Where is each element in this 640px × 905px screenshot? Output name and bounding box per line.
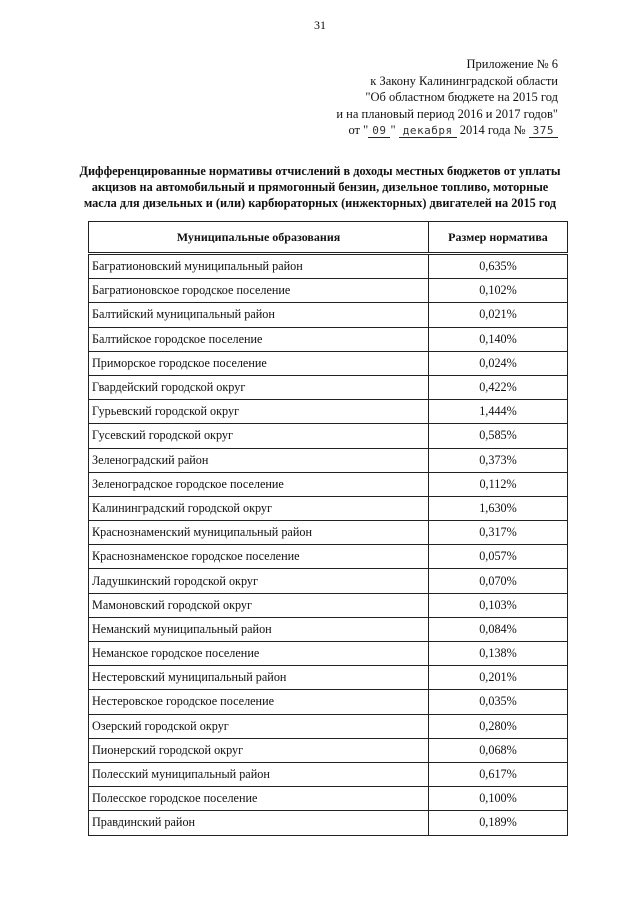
norm-value: 0,021% xyxy=(429,303,568,327)
norms-table xyxy=(88,221,568,836)
law-number: 375 xyxy=(529,125,558,138)
date-month: декабря xyxy=(399,125,457,138)
norm-value: 0,035% xyxy=(429,690,568,714)
table-row xyxy=(89,545,568,569)
norm-value: 0,422% xyxy=(429,375,568,399)
table-header-row xyxy=(89,222,568,254)
table-row xyxy=(89,811,568,835)
table-row xyxy=(89,617,568,641)
table-row xyxy=(89,714,568,738)
municipality-name: Краснознаменский муниципальный район xyxy=(89,521,429,545)
norm-value: 0,100% xyxy=(429,787,568,811)
municipality-name: Неманский муниципальный район xyxy=(89,617,429,641)
municipality-name: Гвардейский городской округ xyxy=(89,375,429,399)
norm-value: 0,057% xyxy=(429,545,568,569)
table-row xyxy=(89,642,568,666)
municipality-name: Балтийский муниципальный район xyxy=(89,303,429,327)
municipality-name: Нестеровское городское поселение xyxy=(89,690,429,714)
municipality-name: Озерский городской округ xyxy=(89,714,429,738)
table-row xyxy=(89,496,568,520)
norm-value: 0,070% xyxy=(429,569,568,593)
date-day: 09 xyxy=(368,125,390,138)
norm-value: 0,024% xyxy=(429,351,568,375)
date-prefix: от " xyxy=(348,123,369,137)
date-quote: " xyxy=(390,123,396,137)
norm-value: 0,280% xyxy=(429,714,568,738)
table-row xyxy=(89,254,568,279)
municipality-name: Гурьевский городской округ xyxy=(89,400,429,424)
norm-value: 0,373% xyxy=(429,448,568,472)
norm-value: 0,138% xyxy=(429,642,568,666)
norm-value: 0,201% xyxy=(429,666,568,690)
norm-value: 0,068% xyxy=(429,738,568,762)
table-row xyxy=(89,279,568,303)
municipality-name: Мамоновский городской округ xyxy=(89,593,429,617)
municipality-name: Багратионовское городское поселение xyxy=(89,279,429,303)
municipality-name: Полесский муниципальный район xyxy=(89,762,429,786)
municipality-name: Краснознаменское городское поселение xyxy=(89,545,429,569)
appendix-date-line xyxy=(336,122,558,139)
table-row xyxy=(89,351,568,375)
municipality-name: Неманское городское поселение xyxy=(89,642,429,666)
table-row xyxy=(89,303,568,327)
table-row xyxy=(89,400,568,424)
table-row xyxy=(89,787,568,811)
norm-value: 0,140% xyxy=(429,327,568,351)
table-row xyxy=(89,593,568,617)
table-row xyxy=(89,738,568,762)
appendix-line-4: и на плановый период 2016 и 2017 годов" xyxy=(336,106,558,121)
appendix-line-3: "Об областном бюджете на 2015 год xyxy=(365,90,558,104)
norm-value: 1,630% xyxy=(429,496,568,520)
norm-value: 0,084% xyxy=(429,617,568,641)
table-row xyxy=(89,327,568,351)
table-row xyxy=(89,666,568,690)
municipality-name: Нестеровский муниципальный район xyxy=(89,666,429,690)
norm-value: 0,585% xyxy=(429,424,568,448)
table-row xyxy=(89,762,568,786)
norm-value: 0,317% xyxy=(429,521,568,545)
date-year: 2014 года № xyxy=(459,123,526,137)
municipality-name: Приморское городское поселение xyxy=(89,351,429,375)
municipality-name: Калининградский городской округ xyxy=(89,496,429,520)
table-row xyxy=(89,448,568,472)
norm-value: 0,112% xyxy=(429,472,568,496)
appendix-line-2: к Закону Калининградской области xyxy=(370,73,558,88)
municipality-name: Балтийское городское поселение xyxy=(89,327,429,351)
norm-value: 0,189% xyxy=(429,811,568,835)
appendix-header xyxy=(336,56,558,139)
norm-value: 0,102% xyxy=(429,279,568,303)
norm-value: 0,617% xyxy=(429,762,568,786)
norm-value: 0,103% xyxy=(429,593,568,617)
municipality-name: Гусевский городской округ xyxy=(89,424,429,448)
table-row xyxy=(89,690,568,714)
header-norm: Размер норматива xyxy=(429,222,568,254)
municipality-name: Багратионовский муниципальный район xyxy=(89,254,429,279)
norm-value: 0,635% xyxy=(429,254,568,279)
norm-value: 1,444% xyxy=(429,400,568,424)
table-row xyxy=(89,569,568,593)
municipality-name: Зеленоградский район xyxy=(89,448,429,472)
table-row xyxy=(89,375,568,399)
municipality-name: Пионерский городской округ xyxy=(89,738,429,762)
table-row xyxy=(89,521,568,545)
page-number: 31 xyxy=(314,18,326,32)
municipality-name: Зеленоградское городское поселение xyxy=(89,472,429,496)
municipality-name: Правдинский район xyxy=(89,811,429,835)
document-title: Дифференцированные нормативы отчислений в доходы местных бюджетов от уплаты акцизов на автомобильный и прямогонный бензин, дизельное топливо, моторные масла для дизельных и (или) карбюраторных (инжекторных) двигателей на 2015 год xyxy=(79,164,561,210)
table-row xyxy=(89,472,568,496)
table-row xyxy=(89,424,568,448)
header-municipality: Муниципальные образования xyxy=(89,222,429,254)
municipality-name: Полесское городское поселение xyxy=(89,787,429,811)
appendix-line-1: Приложение № 6 xyxy=(466,57,558,71)
municipality-name: Ладушкинский городской округ xyxy=(89,569,429,593)
